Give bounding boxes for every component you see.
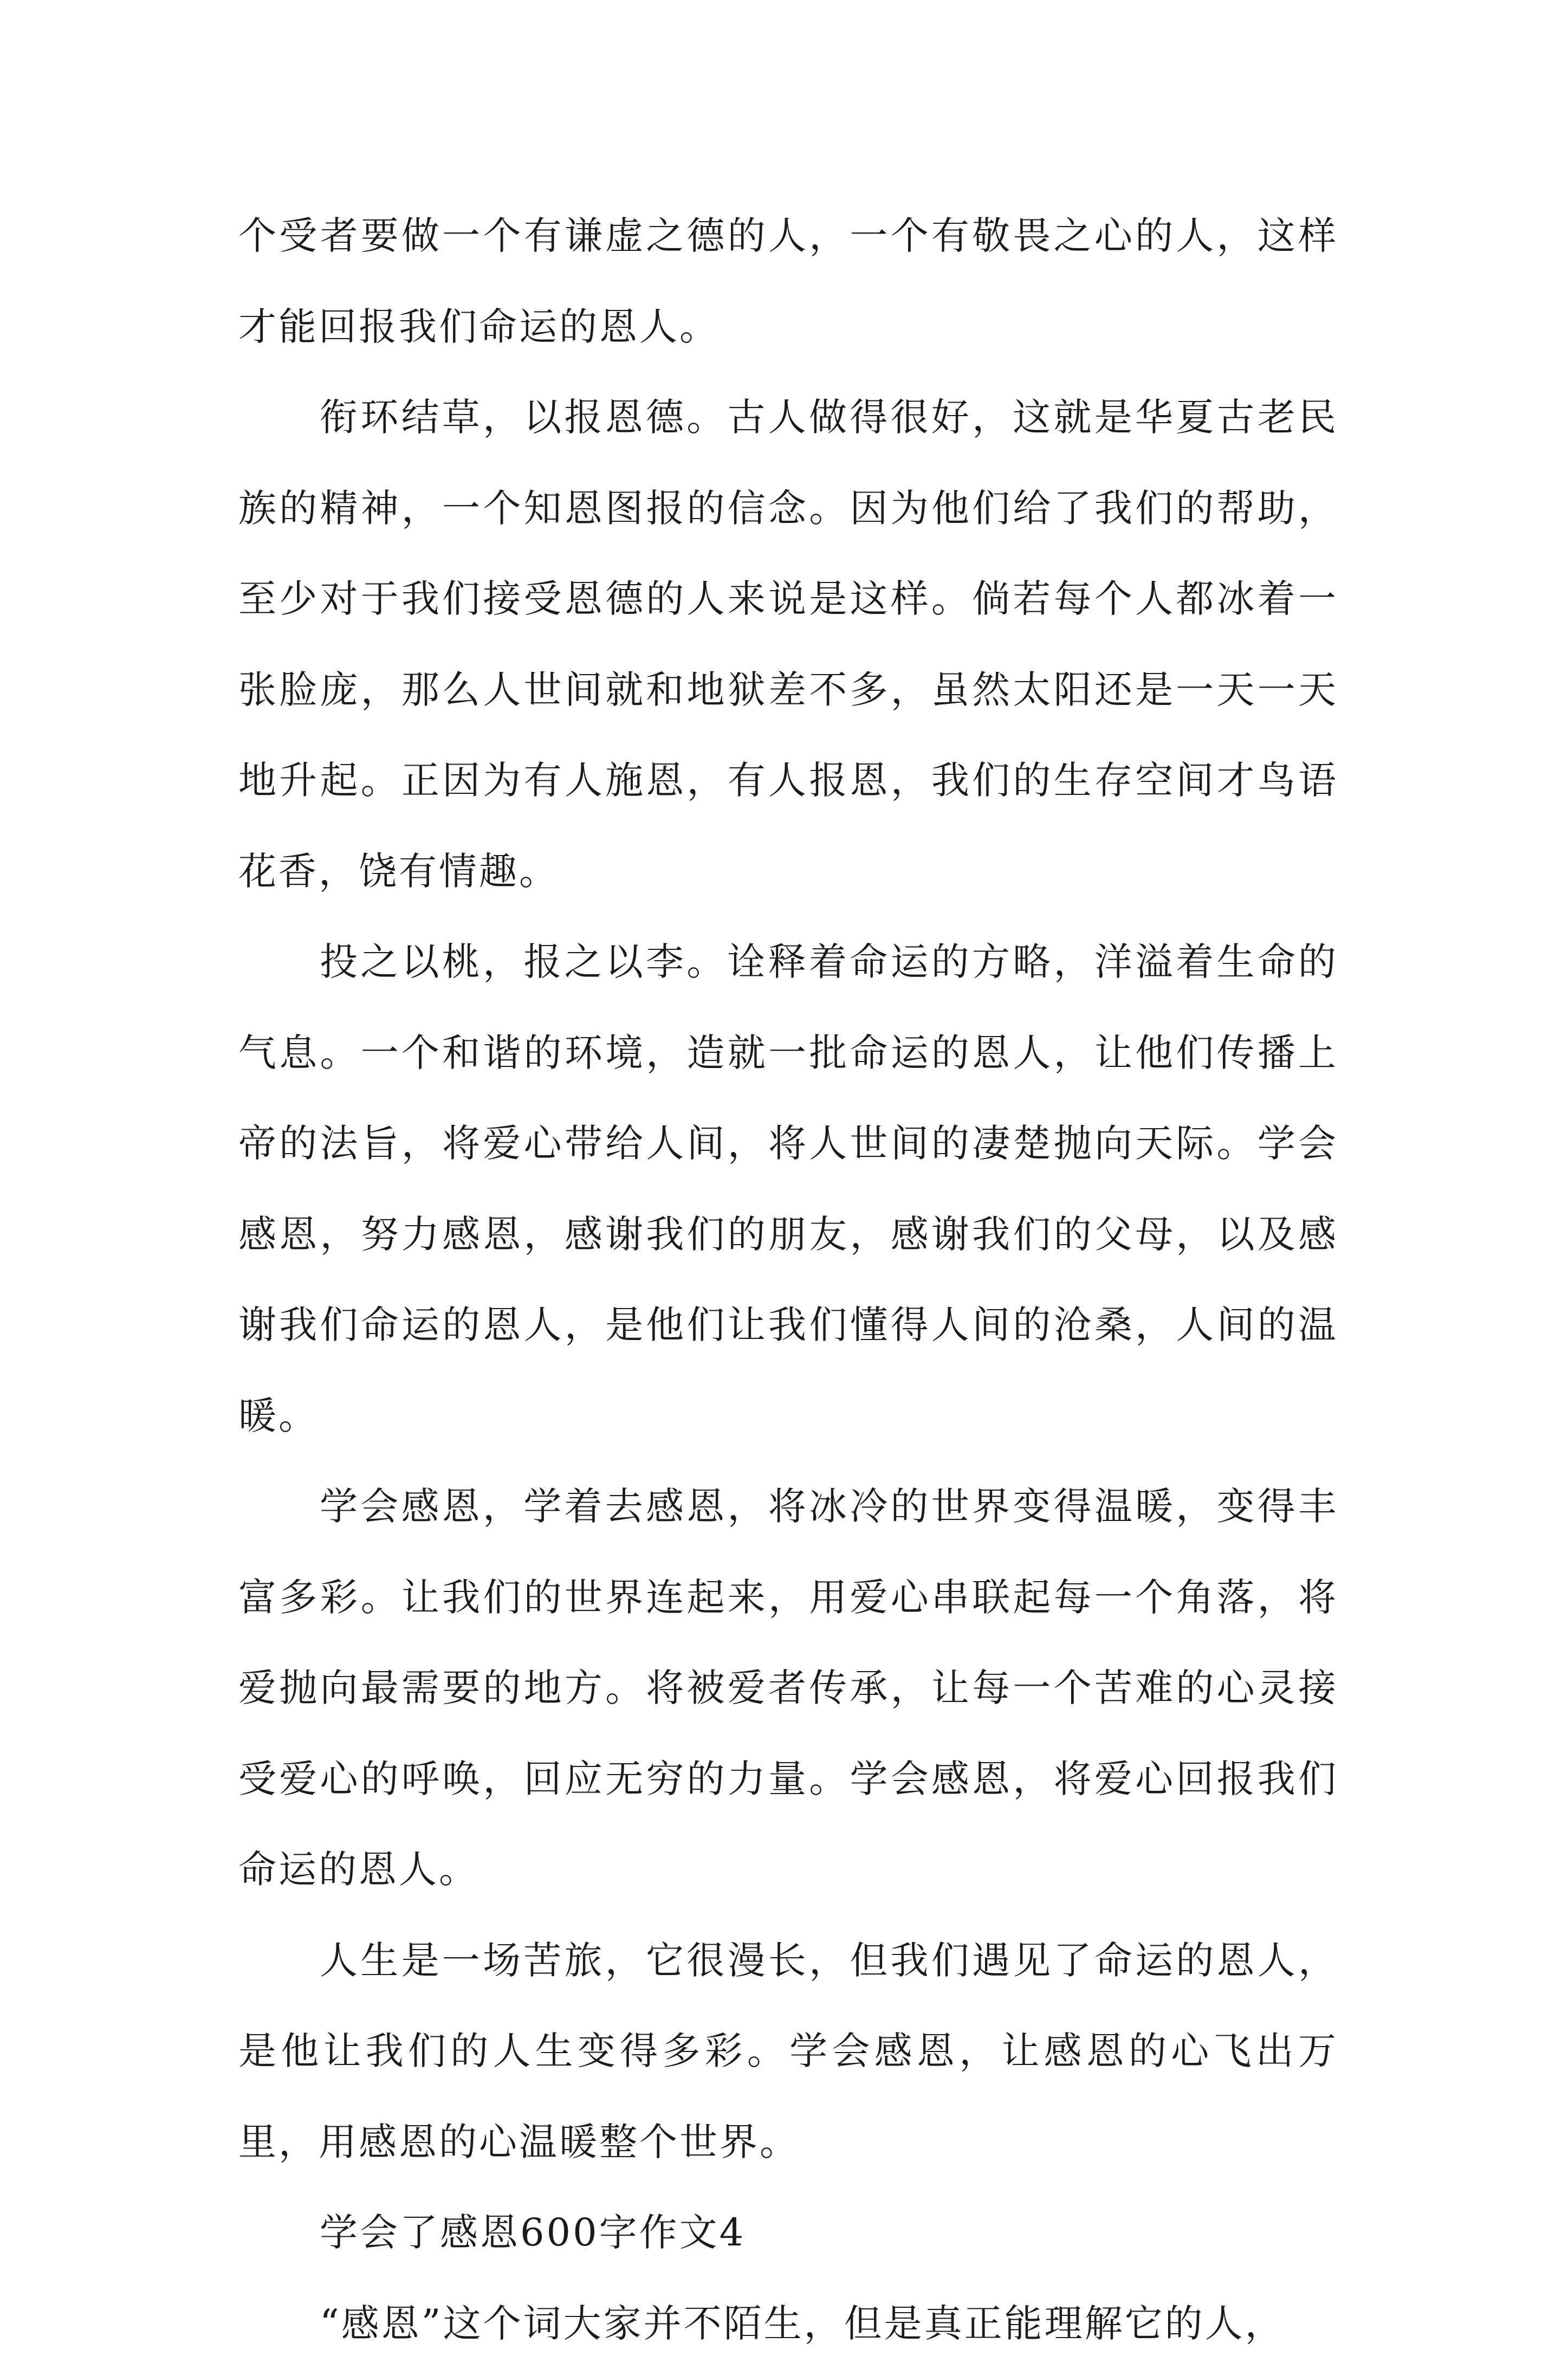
paragraph: 衔环结草，以报恩德。古人做得很好，这就是华夏古老民族的精神，一个知恩图报的信念。因为他们给了我们的帮助，至少对于我们接受恩德的人来说是这样。倘若每个人都冰着一张脸庞，那么人世间就和地狱差不多，虽然太阳还是一天一天地升起。正因为有人施恩，有人报恩，我们的生存空间才鸟语花香，饶有情趣。	[238, 372, 1338, 917]
paragraph: “感恩”这个词大家并不陌生，但是真正能理解它的人，	[238, 2279, 1338, 2369]
paragraph: 学会感恩，学着去感恩，将冰冷的世界变得温暖，变得丰富多彩。让我们的世界连起来，用爱心串联起每一个角落，将爱抛向最需要的地方。将被爱者传承，让每一个苦难的心灵接受爱心的呼唤，回应无穷的力量。学会感恩，将爱心回报我们命运的恩人。	[238, 1461, 1338, 1915]
paragraph: 个受者要做一个有谦虚之德的人，一个有敬畏之心的人，这样才能回报我们命运的恩人。	[238, 191, 1338, 372]
section-heading: 学会了感恩600字作文4	[238, 2187, 1338, 2279]
paragraph: 投之以桃，报之以李。诠释着命运的方略，洋溢着生命的气息。一个和谐的环境，造就一批命运的恩人，让他们传播上帝的法旨，将爱心带给人间，将人世间的凄楚抛向天际。学会感恩，努力感恩，感谢我们的朋友，感谢我们的父母，以及感谢我们命运的恩人，是他们让我们懂得人间的沧桑，人间的温暖。	[238, 917, 1338, 1461]
paragraph: 人生是一场苦旅，它很漫长，但我们遇见了命运的恩人，是他让我们的人生变得多彩。学会感恩，让感恩的心飞出万里，用感恩的心温暖整个世界。	[238, 1915, 1338, 2188]
document-body	[238, 191, 1338, 2369]
